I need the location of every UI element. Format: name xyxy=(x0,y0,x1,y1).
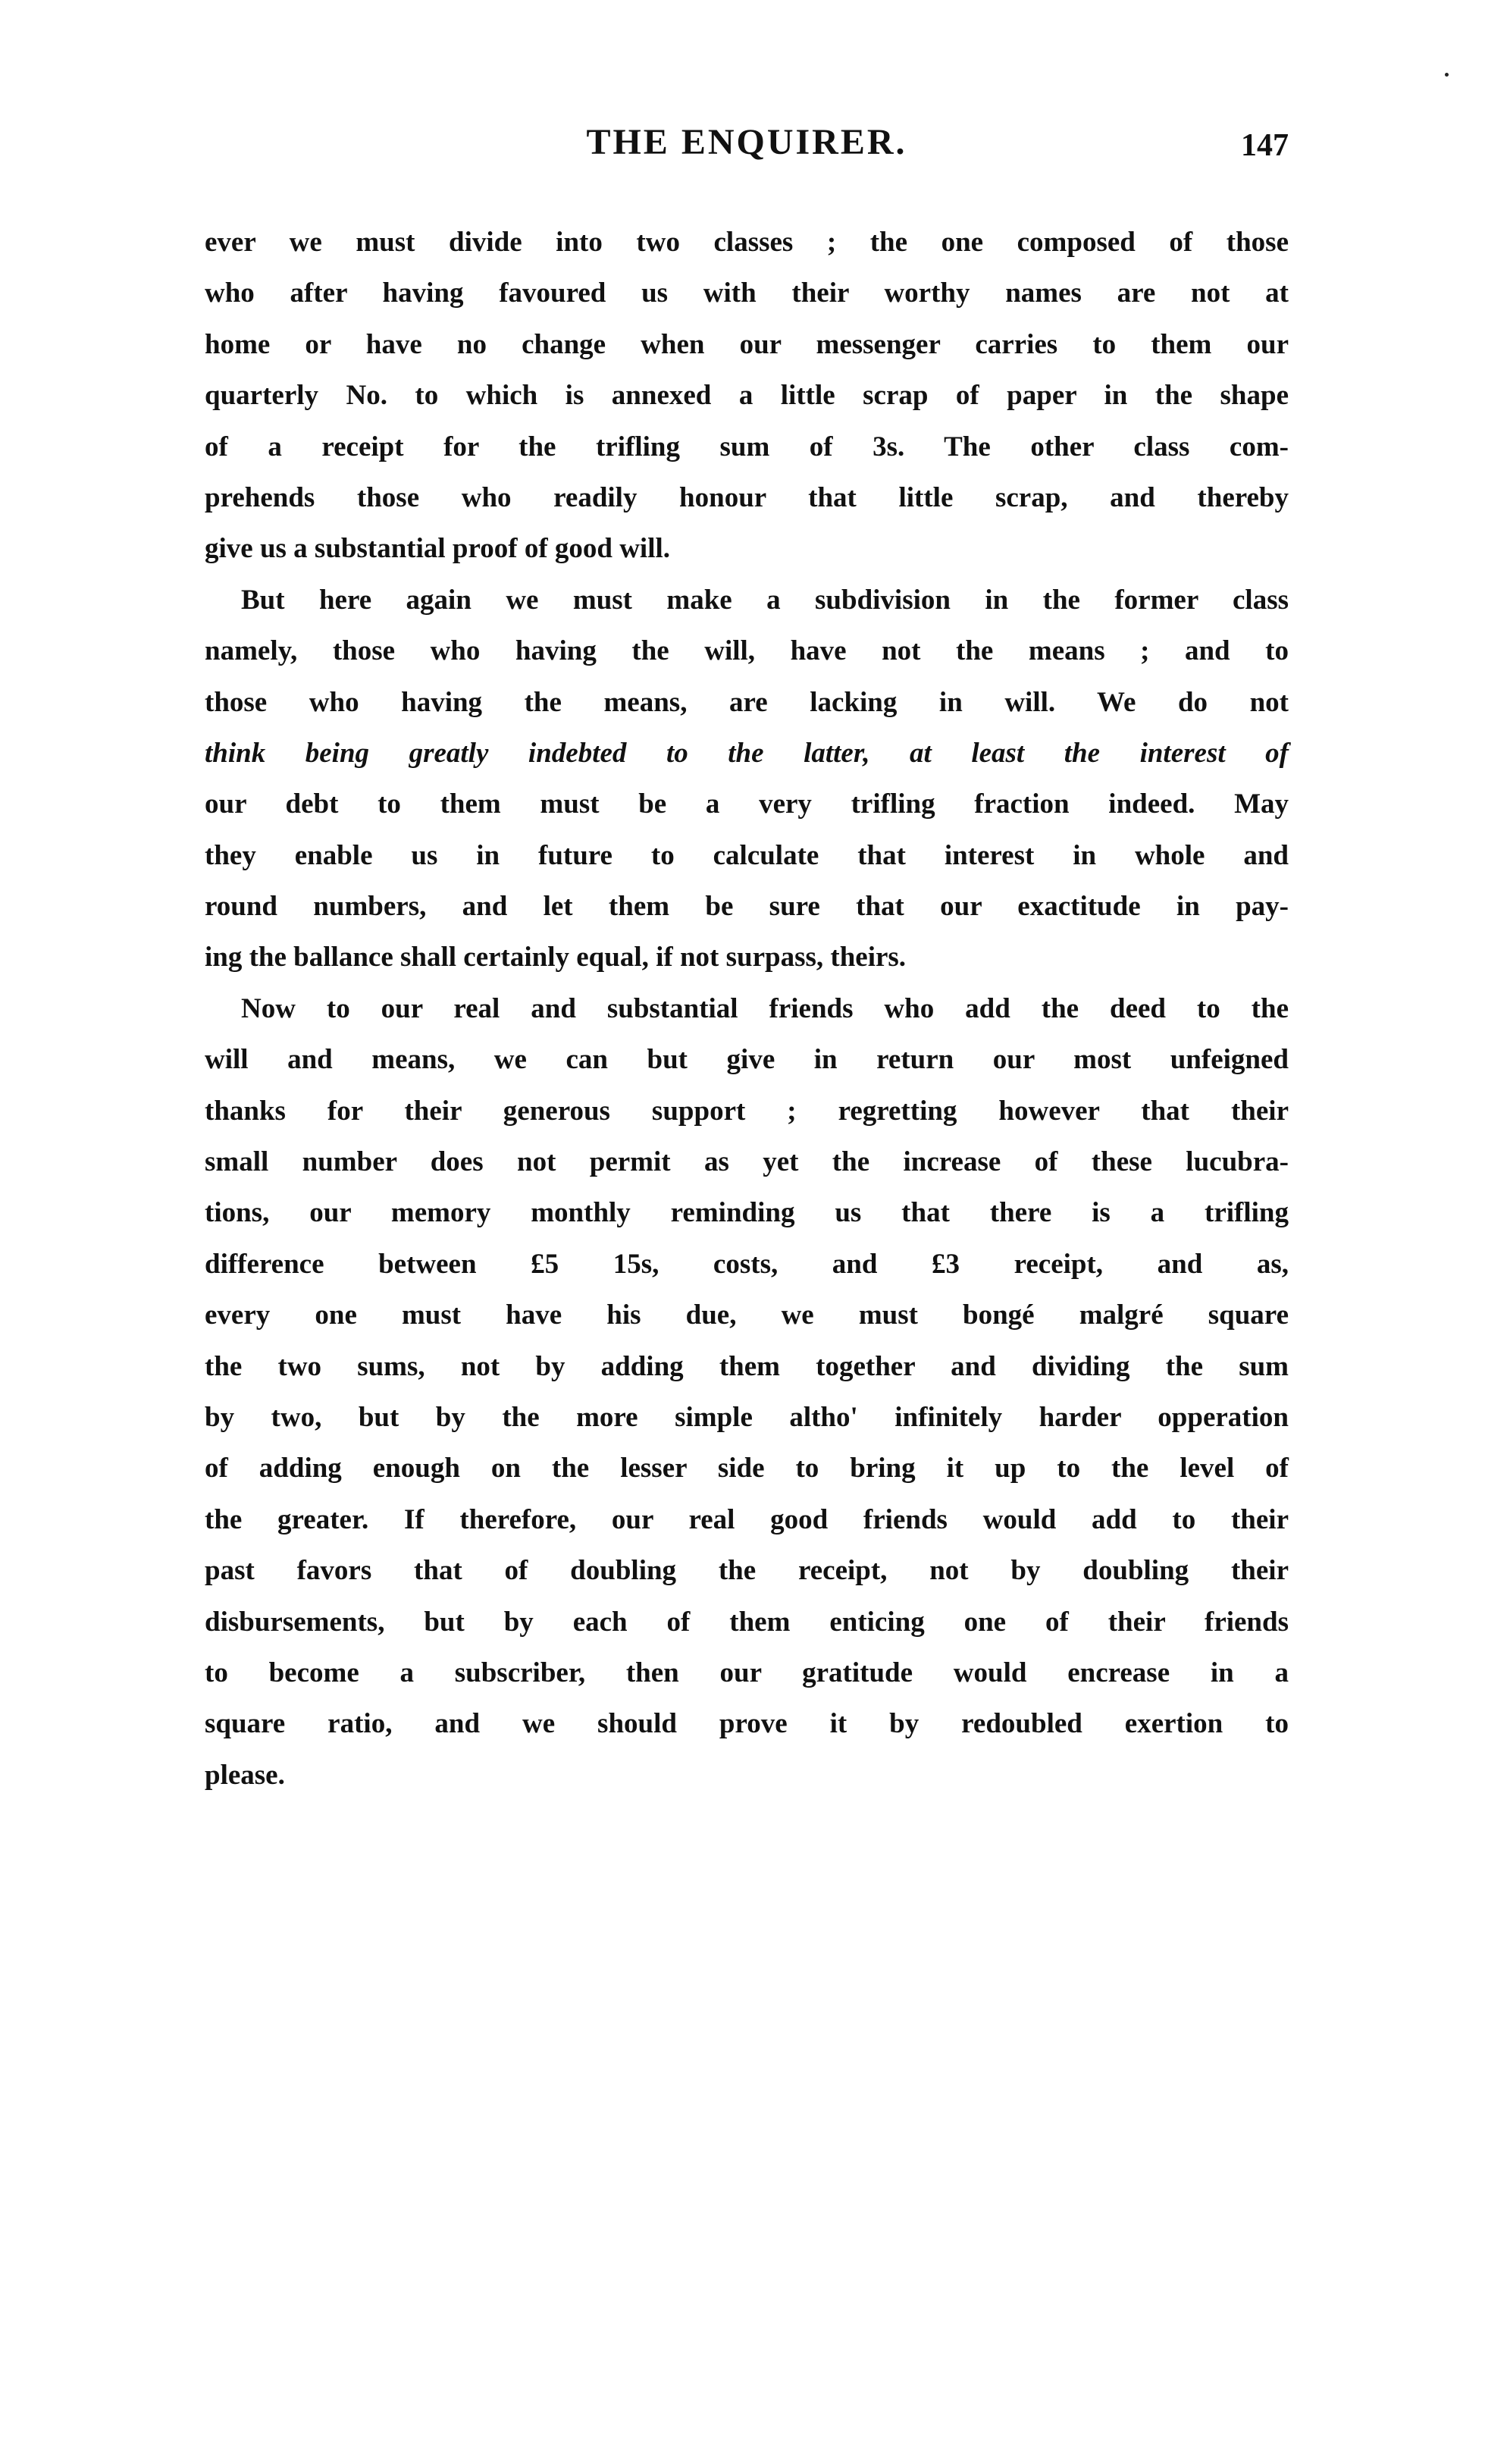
text-line: ing the ballance shall certainly equal, if not surpass, theirs. xyxy=(205,942,907,973)
text-line: past favors that of doubling the receipt, not by doubling their xyxy=(205,1555,1289,1587)
text-line: will and means, we can but give in return our most unfeigned xyxy=(205,1044,1289,1076)
text-line: ever we must divide into two classes ; the one composed of those xyxy=(205,227,1289,258)
text-line: tions, our memory monthly reminding us that there is a trifling xyxy=(205,1197,1289,1229)
page-number: 147 xyxy=(1241,128,1289,163)
text-line: who after having favoured us with their worthy names are not at xyxy=(205,277,1289,309)
text-line: they enable us in future to calculate that interest in whole and xyxy=(205,839,1289,871)
text-line: please. xyxy=(205,1759,285,1791)
text-line: give us a substantial proof of good will. xyxy=(205,533,671,565)
text-line: square ratio, and we should prove it by redoubled exertion to xyxy=(205,1708,1289,1740)
text-line: our debt to them must be a very trifling fraction indeed. May xyxy=(205,788,1289,820)
text-line: prehends those who readily honour that little scrap, and thereby xyxy=(205,481,1289,513)
text-line: the greater. If therefore, our real good friends would add to their xyxy=(205,1503,1289,1535)
text-line: round numbers, and let them be sure that our exactitude in pay- xyxy=(205,891,1289,923)
text-line: think being greatly indebted to the latter, at least the interest of xyxy=(205,737,1289,769)
text-line: Now to our real and substantial friends who add the deed to the xyxy=(241,992,1289,1024)
text-line: of adding enough on the lesser side to bring it up to the level of xyxy=(205,1453,1289,1484)
paragraph-2 xyxy=(205,575,1289,983)
text-line: difference between £5 15s, costs, and £3 receipt, and as, xyxy=(205,1248,1289,1280)
running-title: THE ENQUIRER. xyxy=(586,122,907,162)
text-line: But here again we must make a subdivision in the former class xyxy=(241,584,1289,616)
body-text xyxy=(205,217,1289,1801)
text-line: by two, but by the more simple altho' infinitely harder opperation xyxy=(205,1401,1289,1433)
text-line: quarterly No. to which is annexed a little scrap of paper in the shape xyxy=(205,380,1289,412)
paragraph-3 xyxy=(205,983,1289,1801)
page-header xyxy=(205,121,1289,174)
text-line: home or have no change when our messenger carries to them our xyxy=(205,328,1289,360)
text-line: every one must have his due, we must bongé malgré square xyxy=(205,1299,1289,1331)
text-line: the two sums, not by adding them together and dividing the sum xyxy=(205,1350,1289,1382)
text-line: disbursements, but by each of them enticing one of their friends xyxy=(205,1606,1289,1638)
paragraph-1 xyxy=(205,217,1289,575)
text-line: thanks for their generous support ; regretting however that their xyxy=(205,1095,1289,1127)
text-line: small number does not permit as yet the increase of these lucubra- xyxy=(205,1146,1289,1178)
text-line: to become a subscriber, then our gratitude would encrease in a xyxy=(205,1657,1289,1688)
text-line: namely, those who having the will, have not the means ; and to xyxy=(205,635,1289,667)
text-line: those who having the means, are lacking in will. We do not xyxy=(205,686,1289,718)
ink-speck xyxy=(1445,73,1449,77)
text-line: of a receipt for the trifling sum of 3s. The other class com- xyxy=(205,431,1289,462)
